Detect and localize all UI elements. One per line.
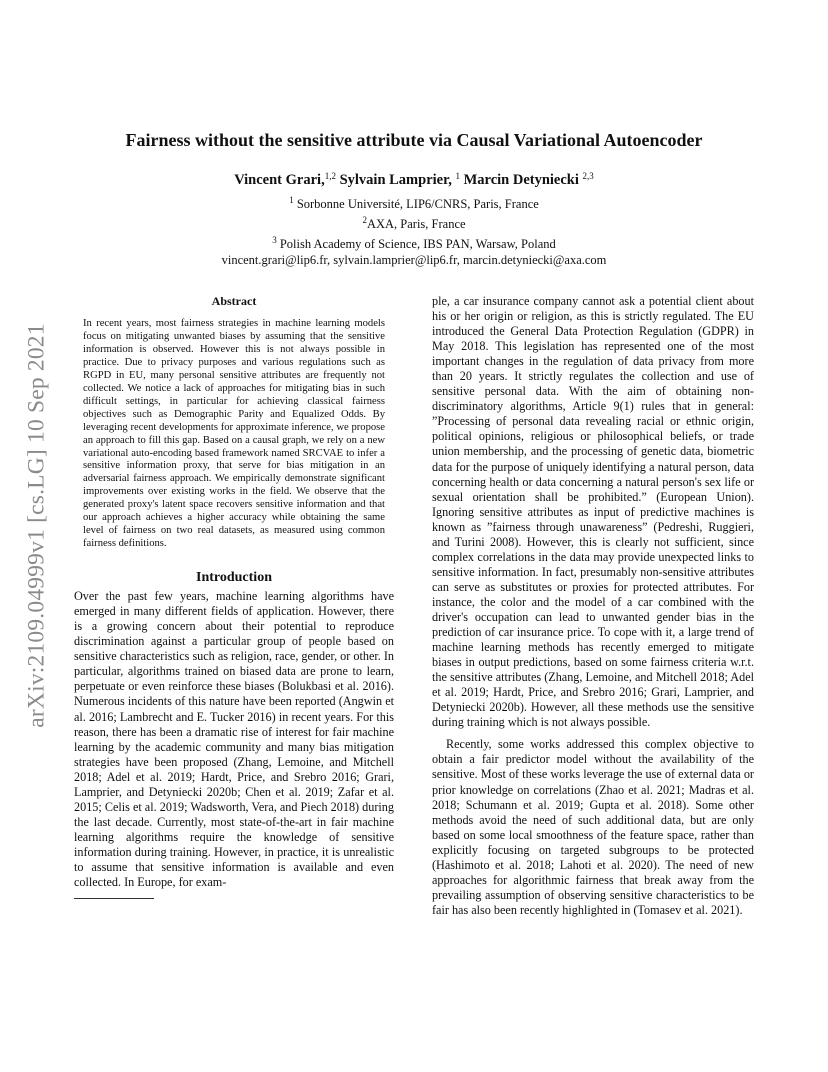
affiliation-text: AXA, Paris, France <box>366 217 466 231</box>
introduction-heading: Introduction <box>196 570 272 586</box>
affiliation-mark: 2 <box>362 215 367 225</box>
author-name: Marcin Detyniecki <box>463 172 579 188</box>
author-affiliation-mark: 1 <box>455 171 460 181</box>
affiliation-mark: 1 <box>289 195 294 205</box>
author-emails: vincent.grari@lip6.fr, sylvain.lamprier@lip6.fr, marcin.detyniecki@axa.com <box>221 253 607 267</box>
affiliation-mark: 3 <box>272 235 277 245</box>
author-affiliation-mark: 1,2 <box>324 171 336 181</box>
arxiv-stamp-text: arXiv:2109.04999v1 [cs.LG] 10 Sep 2021 <box>23 322 50 728</box>
introduction-paragraph-1-part-2: ple, a car insurance company cannot ask a potential client about his or her origin or religion, as this is strictly regulated. The EU introduced the General Data Protection Regulation (GDPR) in May 2018. This legislation has represented one of the most important changes in the regulation of data privacy from more than 20 years. It strictly regulates the collection and use of sensitive personal data. With the aim of obtaining non-discriminatory algorithms, Article 9(1) rules that in general: ”Processing of personal data revealing racial or ethnic origin, political opinions, religious or philosophical beliefs, or trade union membership, and the processing of genetic data, biometric data for the purpose of uniquely identifying a natural person, data concerning health or data concerning a natural person's sex life or sexual orientation shall be prohibited.” (European Union). Ignoring sensitive attributes as input of predictive machines is known as ”fairness through unawareness” (Pedreshi, Ruggieri, and Turini 2008). However, this is clearly not sufficient, since complex correlations in the data may provide unexpected links to sensitive information. In fact, presumably non-sensitive attributes can serve as substitutes or proxies for protected attributes. For instance, the color and the model of a car combined with the driver's occupation can lead to unwanted gender bias in the prediction of car insurance price. To cope with it, a large trend of machine learning methods has recently emerged to mitigate biases in output predictions, based on some fairness criteria w.r.t. the sensitive attributes (Zhang, Lemoine, and Mitchell 2018; Adel et al. 2019; Hardt, Price, and Srebro 2016; Grari, Lamprier, and Detyniecki 2020b). However, all these methods use the sensitive during training which is not always possible. <box>432 294 754 730</box>
author-name: Sylvain Lamprier, <box>339 172 452 188</box>
author-name: Vincent Grari, <box>234 172 325 188</box>
affiliation-line <box>60 212 768 232</box>
paper-title: Fairness without the sensitive attribute via Causal Variational Autoencoder <box>125 130 703 150</box>
right-column <box>432 294 754 918</box>
abstract-heading: Abstract <box>211 294 257 308</box>
author-affiliation-mark: 2,3 <box>582 171 594 181</box>
affiliations <box>60 192 768 268</box>
abstract-body: In recent years, most fairness strategies in machine learning models focus on mitigating unwanted biases by assuming that the sensitive information is observed. However this is not always possible in practice. Due to privacy purposes and various regulations such as RGPD in EU, many personal sensitive attributes are frequently not collected. We notice a lack of approaches for mitigating bias in such difficult settings, in particular for achieving classical fairness objectives such as Demographic Parity and Equalized Odds. By leveraging recent developments for approximate inference, we propose an approach to fill this gap. Based on a causal graph, we rely on a new variational auto-encoding based framework named SRCVAE to infer a sensitive information proxy, that serve for bias mitigation in an adversarial fairness approach. We empirically demonstrate significant improvements over existing works in the field. We observe that the generated proxy's latent space recovers sensitive information and that our approach achieves a higher accuracy while obtaining the same level of fairness on two real datasets, as measured using common fairness definitions. <box>83 318 385 550</box>
introduction-paragraph-2: Recently, some works addressed this complex objective to obtain a fair predictor model without the availability of the sensitive. Most of these works leverage the use of external data or prior knowledge on correlations (Zhao et al. 2021; Madras et al. 2018; Schumann et al. 2019; Gupta et al. 2018). Some other methods avoid the need of such additional data, but are only based on some local smoothness of the feature space, rather than explicitly focusing on targeted subgroups to be protected (Hashimoto et al. 2018; Lahoti et al. 2020). The need of new approaches for algorithmic fairness that break away from the prevailing assumption of observing sensitive characteristics to be fair has also been recently highlighted in (Tomasev et al. 2021). <box>432 737 754 917</box>
affiliation-line <box>60 232 768 252</box>
affiliation-text: Polish Academy of Science, IBS PAN, Warsaw, Poland <box>279 237 556 251</box>
footnote-rule <box>74 898 154 899</box>
arxiv-stamp <box>22 290 52 760</box>
author-list <box>60 171 768 189</box>
affiliation-line <box>60 192 768 212</box>
affiliation-text: Sorbonne Université, LIP6/CNRS, Paris, France <box>296 197 539 211</box>
left-column <box>74 294 394 899</box>
introduction-paragraph-1-part-1: Over the past few years, machine learning algorithms have emerged in many different fields of application. However, there is a growing concern about their potential to reproduce discrimination against a particular group of people based on sensitive characteristics such as religion, race, gender, or other. In particular, algorithms trained on biased data are prone to learn, perpetuate or even reinforce these biases (Bolukbasi et al. 2016). Numerous incidents of this nature have been reported (Angwin et al. 2016; Lambrecht and E. Tucker 2016) in recent years. For this reason, there has been a dramatic rise of interest for fair machine learning by the academic community and many bias mitigation strategies have been proposed (Zhang, Lemoine, and Mitchell 2018; Adel et al. 2019; Hardt, Price, and Srebro 2016; Grari, Lamprier, and Detyniecki 2020b; Chen et al. 2019; Zafar et al. 2015; Celis et al. 2019; Wadsworth, Vera, and Piech 2018) during the last decade. Currently, most state-of-the-art in fair machine learning algorithms require the knowledge of sensitive information during training. However, in practice, it is unrealistic to assume that sensitive information is available and even collected. In Europe, for exam- <box>74 589 394 890</box>
